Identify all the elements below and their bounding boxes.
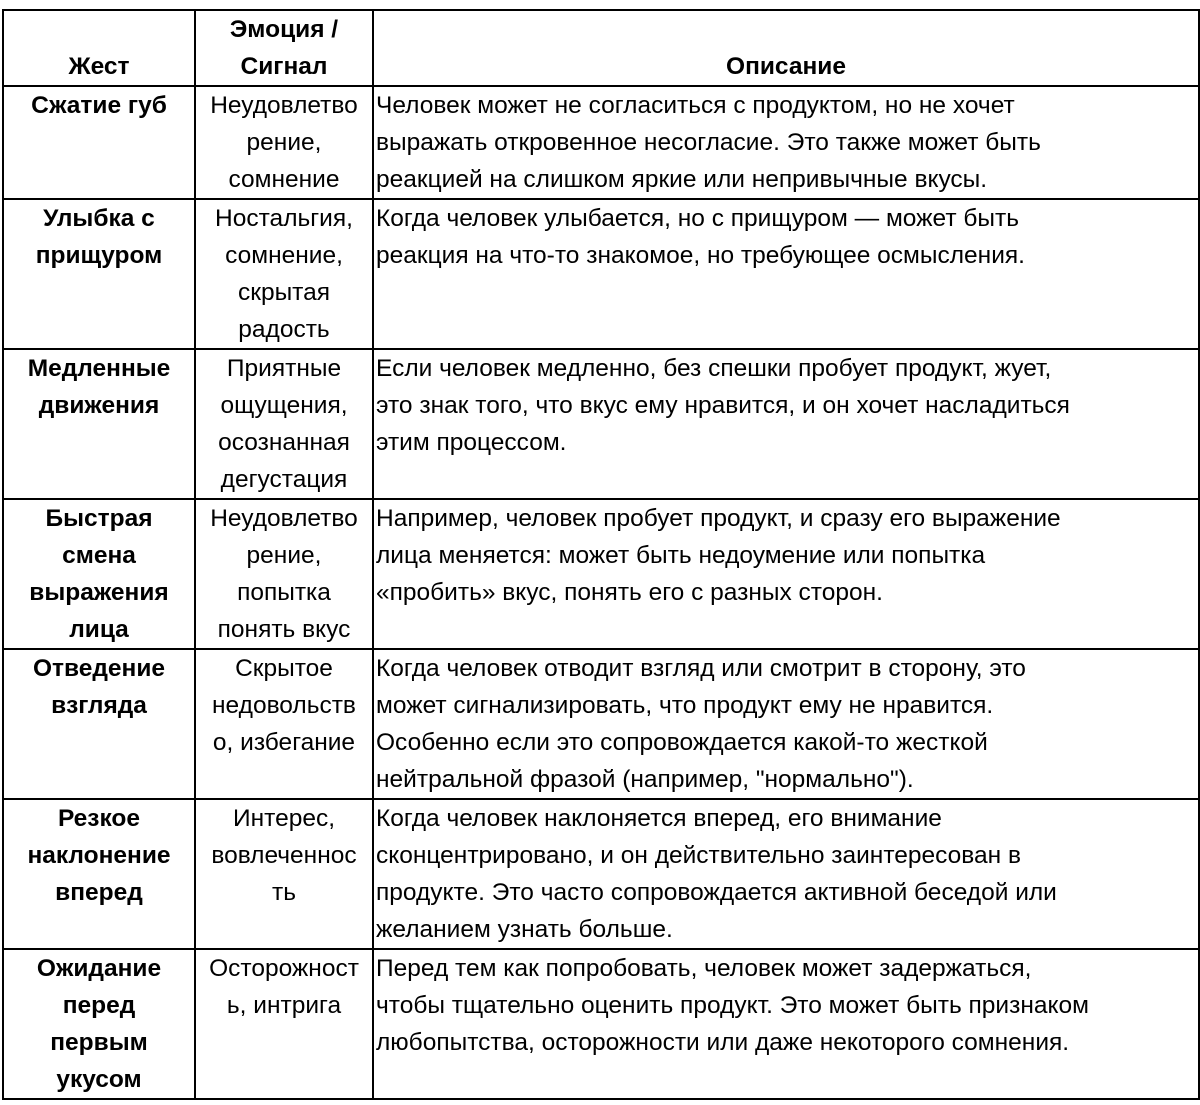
description-cell: Например, человек пробует продукт, и сразу его выражение лица меняется: может быть недоумение или попытка «пробить» вкус, понять его с разных сторон. — [373, 499, 1199, 649]
table-row — [3, 499, 1199, 649]
gesture-cell: Ожидание перед первым укусом — [3, 949, 195, 1099]
header-gesture: Жест — [3, 10, 195, 86]
description-cell: Когда человек отводит взгляд или смотрит в сторону, это может сигнализировать, что продукт ему не нравится. Особенно если это сопровождается какой-то жесткой нейтральной фразой (например, "нормально"). — [373, 649, 1199, 799]
emotion-cell: Скрытое недовольств о, избегание — [195, 649, 373, 799]
header-description: Описание — [373, 10, 1199, 86]
table-row — [3, 349, 1199, 499]
emotion-cell: Интерес, вовлеченнос ть — [195, 799, 373, 949]
emotion-cell: Неудовлетво рение, попытка понять вкус — [195, 499, 373, 649]
table-row — [3, 949, 1199, 1099]
description-cell: Когда человек наклоняется вперед, его внимание сконцентрировано, и он действительно заинтересован в продукте. Это часто сопровождается активной беседой или желанием узнать больше. — [373, 799, 1199, 949]
emotion-cell: Ностальгия, сомнение, скрытая радость — [195, 199, 373, 349]
gesture-cell: Медленные движения — [3, 349, 195, 499]
emotion-cell: Осторожност ь, интрига — [195, 949, 373, 1099]
table-row — [3, 799, 1199, 949]
gesture-cell: Отведение взгляда — [3, 649, 195, 799]
description-cell: Человек может не согласиться с продуктом, но не хочет выражать откровенное несогласие. Это также может быть реакцией на слишком яркие или непривычные вкусы. — [373, 86, 1199, 199]
description-cell: Если человек медленно, без спешки пробует продукт, жует, это знак того, что вкус ему нравится, и он хочет насладиться этим процессом. — [373, 349, 1199, 499]
gesture-cell: Сжатие губ — [3, 86, 195, 199]
gesture-cell: Улыбка с прищуром — [3, 199, 195, 349]
table-row — [3, 199, 1199, 349]
header-emotion: Эмоция / Сигнал — [195, 10, 373, 86]
description-cell: Когда человек улыбается, но с прищуром — может быть реакция на что-то знакомое, но требующее осмысления. — [373, 199, 1199, 349]
table-header-row — [3, 10, 1199, 86]
gesture-table — [2, 9, 1200, 1100]
gesture-cell: Быстрая смена выражения лица — [3, 499, 195, 649]
emotion-cell: Неудовлетво рение, сомнение — [195, 86, 373, 199]
table-row — [3, 86, 1199, 199]
gesture-cell: Резкое наклонение вперед — [3, 799, 195, 949]
table-row — [3, 649, 1199, 799]
description-cell: Перед тем как попробовать, человек может задержаться, чтобы тщательно оценить продукт. Это может быть признаком любопытства, осторожности или даже некоторого сомнения. — [373, 949, 1199, 1099]
emotion-cell: Приятные ощущения, осознанная дегустация — [195, 349, 373, 499]
